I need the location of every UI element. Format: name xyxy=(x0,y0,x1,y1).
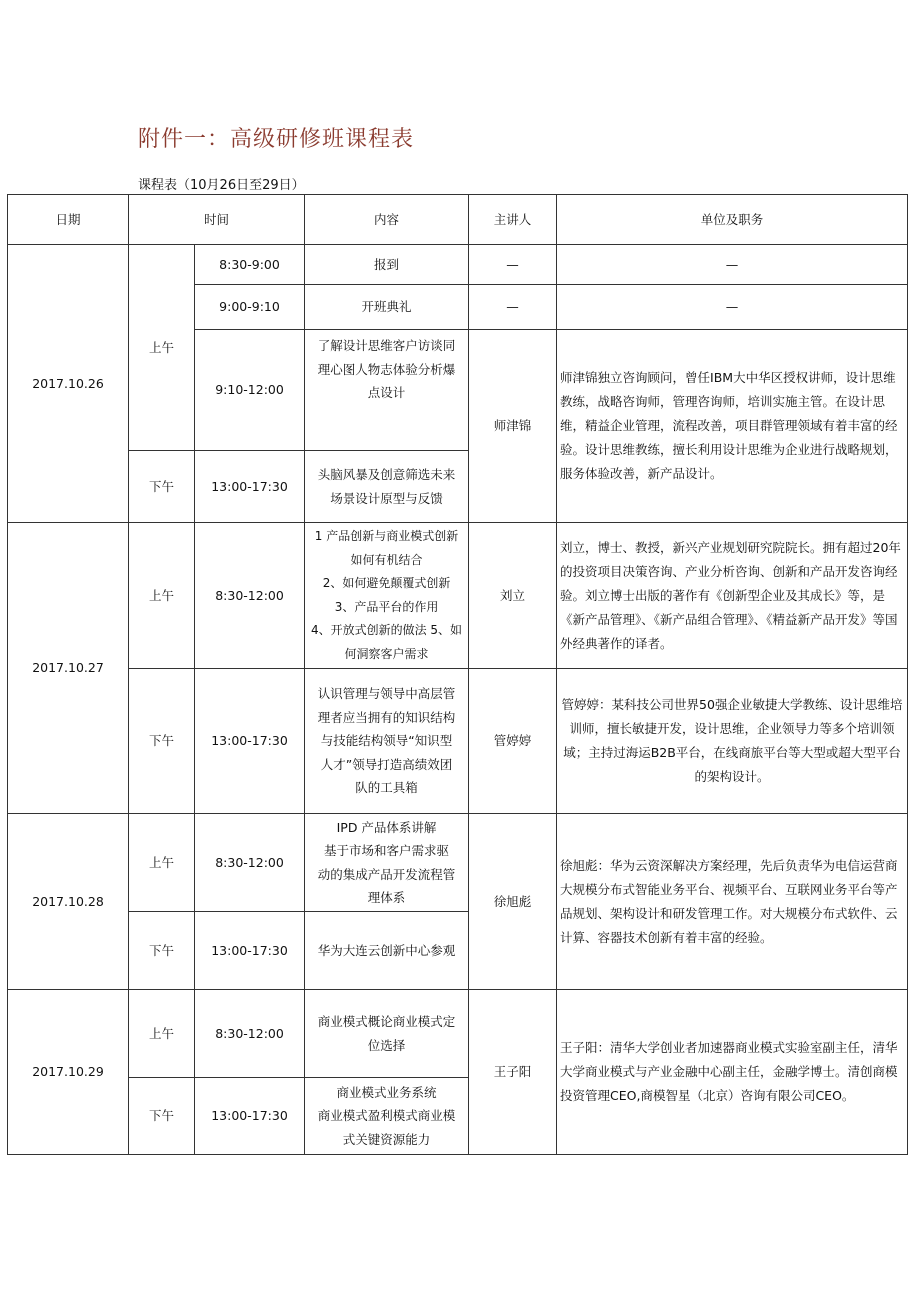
time-cell: 13:00-17:30 xyxy=(195,912,305,990)
speaker-cell: — xyxy=(469,285,557,330)
date-cell: 2017.10.29 xyxy=(8,990,129,1155)
org-cell: 徐旭彪：华为云资深解决方案经理，先后负责华为电信运营商大规模分布式智能业务平台、视频平台、互联网业务平台等产品规划、架构设计和研发管理工作。对大规模分布式软件、云计算、容器技术创新有着丰富的经验。 xyxy=(557,814,908,990)
content-cell: 商业模式业务系统 商业模式盈利模式商业模 式关键资源能力 xyxy=(305,1078,469,1155)
time-cell: 8:30-9:00 xyxy=(195,245,305,285)
time-cell: 8:30-12:00 xyxy=(195,814,305,912)
table-row xyxy=(8,523,908,669)
page-title: 附件一：高级研修班课程表 xyxy=(138,127,415,152)
speaker-cell: 管婷婷 xyxy=(469,669,557,814)
content-cell: 商业模式概论商业模式定 位选择 xyxy=(305,990,469,1078)
table-caption: 课程表（10月26日至29日） xyxy=(138,178,305,193)
period-cell: 上午 xyxy=(129,990,195,1078)
header-content: 内容 xyxy=(305,195,469,245)
time-cell: 9:00-9:10 xyxy=(195,285,305,330)
content-cell: 华为大连云创新中心参观 xyxy=(305,912,469,990)
table-header-row xyxy=(8,195,908,245)
period-cell: 上午 xyxy=(129,814,195,912)
date-cell: 2017.10.28 xyxy=(8,814,129,990)
content-cell: 头脑风暴及创意筛选未来 场景设计原型与反馈 xyxy=(305,451,469,523)
date-cell: 2017.10.26 xyxy=(8,245,129,523)
table-row xyxy=(8,245,908,285)
period-cell: 下午 xyxy=(129,912,195,990)
date-cell: 2017.10.27 xyxy=(8,523,129,814)
org-cell: — xyxy=(557,245,908,285)
org-cell: 刘立，博士、教授，新兴产业规划研究院院长。拥有超过20年的投资项目决策咨询、产业分析咨询、创新和产品开发咨询经验。刘立博士出版的著作有《创新型企业及其成长》等，是《新产品管理》、《新产品组合管理》、《精益新产品开发》等国外经典著作的译者。 xyxy=(557,523,908,669)
speaker-cell: 徐旭彪 xyxy=(469,814,557,990)
time-cell: 8:30-12:00 xyxy=(195,990,305,1078)
content-cell: 1 产品创新与商业模式创新 如何有机结合 2、如何避免颠覆式创新 3、产品平台的作用 4、开放式创新的做法 5、如 何洞察客户需求 xyxy=(305,523,469,669)
time-cell: 13:00-17:30 xyxy=(195,669,305,814)
table-row xyxy=(8,990,908,1078)
content-cell: 报到 xyxy=(305,245,469,285)
org-cell: 管婷婷：某科技公司世界50强企业敏捷大学教练、设计思维培训师，擅长敏捷开发，设计思维，企业领导力等多个培训领域；主持过海运B2B平台，在线商旅平台等大型或超大型平台的架构设计。 xyxy=(557,669,908,814)
period-cell: 下午 xyxy=(129,1078,195,1155)
org-cell: 王子阳：清华大学创业者加速器商业模式实验室副主任，清华大学商业模式与产业金融中心副主任，金融学博士。清创商模投资管理CEO,商模智星（北京）咨询有限公司CEO。 xyxy=(557,990,908,1155)
period-cell: 下午 xyxy=(129,451,195,523)
content-cell: IPD 产品体系讲解 基于市场和客户需求驱 动的集成产品开发流程管 理体系 xyxy=(305,814,469,912)
period-cell: 上午 xyxy=(129,523,195,669)
speaker-cell: 王子阳 xyxy=(469,990,557,1155)
content-cell: 认识管理与领导中高层管 理者应当拥有的知识结构 与技能结构领导“知识型 人才”领导打造高绩效团 队的工具箱 xyxy=(305,669,469,814)
speaker-cell: 师津锦 xyxy=(469,330,557,523)
header-speaker: 主讲人 xyxy=(469,195,557,245)
time-cell: 9:10-12:00 xyxy=(195,330,305,451)
table-row xyxy=(8,669,908,814)
speaker-cell: 刘立 xyxy=(469,523,557,669)
time-cell: 13:00-17:30 xyxy=(195,1078,305,1155)
header-org: 单位及职务 xyxy=(557,195,908,245)
header-time: 时间 xyxy=(129,195,305,245)
period-cell: 下午 xyxy=(129,669,195,814)
table-row xyxy=(8,814,908,912)
org-cell: 师津锦独立咨询顾问，曾任IBM大中华区授权讲师，设计思维教练，战略咨询师，管理咨询师，培训实施主管。在设计思维，精益企业管理，流程改善，项目群管理领域有着丰富的经验。设计思维教练，擅长利用设计思维为企业进行战略规划，服务体验改善，新产品设计。 xyxy=(557,330,908,523)
time-cell: 8:30-12:00 xyxy=(195,523,305,669)
header-date: 日期 xyxy=(8,195,129,245)
course-schedule-table xyxy=(7,194,908,1155)
content-cell: 了解设计思维客户访谈同 理心图人物志体验分析爆 点设计 xyxy=(305,330,469,451)
period-cell: 上午 xyxy=(129,245,195,451)
speaker-cell: — xyxy=(469,245,557,285)
time-cell: 13:00-17:30 xyxy=(195,451,305,523)
org-cell: — xyxy=(557,285,908,330)
content-cell: 开班典礼 xyxy=(305,285,469,330)
